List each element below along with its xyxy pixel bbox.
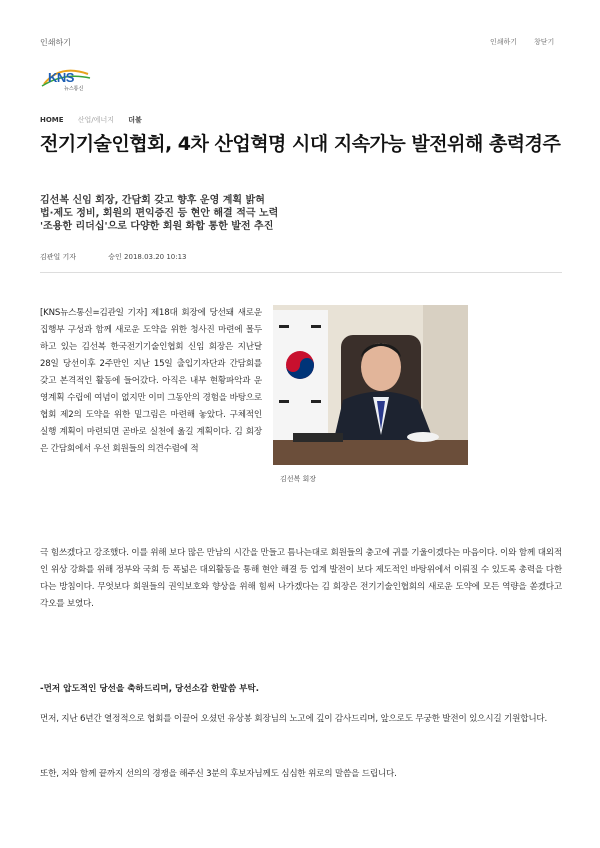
close-window-button[interactable]: 창닫기 [534,38,555,46]
kns-logo[interactable] [40,66,92,92]
logo-subtitle: 뉴스통신 [64,86,84,92]
breadcrumb-section[interactable]: 산업/에너지 [77,116,114,124]
published-date: 승인 2018.03.20 10:13 [108,253,187,261]
photo-caption: 김선복 회장 [280,475,317,483]
breadcrumb-home[interactable]: HOME [40,116,64,124]
interview-answer: 또한, 저와 함께 끝까지 선의의 경쟁을 해주신 3분의 후보자님께도 심심한 위로의 말씀을 드립니다. [40,769,397,779]
print-button[interactable]: 인쇄하기 [490,38,518,46]
print-link-left[interactable]: 인쇄하기 [40,38,71,47]
interview-question: -먼저 압도적인 당선을 축하드리며, 당선소감 한말씀 부탁. [40,684,259,694]
article-meta [40,252,187,262]
subhead-line: 김선복 신임 회장, 간담회 갖고 향후 운영 계획 밝혀 [40,195,265,206]
divider [40,272,562,273]
logo-text: KNS [48,70,74,85]
breadcrumb-current[interactable]: 더불 [128,116,142,124]
portrait-illustration [273,305,468,465]
article-body-full: 극 힘쓰겠다고 강조했다. 이를 위해 보다 많은 만남의 시간을 만들고 틈나는대로 회원들의 충고에 귀를 기울이겠다는 마음이다. 이와 함께 대외적인 위상 강화를 위해 정부와 국회 등 폭넓은 대외활동을 통해 현안 해결 등 업계 발전이 보다 제도적인 바탕위에서 이뤄질 수 있도록 총력을 다한다는 방침이다. 무엇보다 회원들의 권익보호와 향상을 위해 힘써 나가겠다는 김 회장은 전기기술인협회의 새로운 도약에 모든 역량을 쏟겠다고 각오를 보였다. [40,548,562,609]
interview-answer: 먼저, 지난 6년간 열정적으로 협회를 이끌어 오셨던 유상봉 회장님의 노고에 깊이 감사드리며, 앞으로도 무궁한 발전이 있으시길 기원합니다. [40,714,548,724]
subhead-line: '조용한 리더십'으로 다양한 회원 화합 통한 발전 추진 [40,221,274,232]
subhead-line: 법·제도 정비, 회원의 편익증진 등 현안 해결 적극 노력 [40,208,279,219]
article-photo [273,305,468,465]
top-bar [0,0,600,60]
article-headline: 전기기술인협회, 4차 산업혁명 시대 지속가능 발전위해 총력경주 [40,133,561,155]
author-name: 김관일 기자 [40,253,77,261]
article-subheads [40,194,278,233]
article-body-column: [KNS뉴스통신=김관일 기자] 제18대 회장에 당선돼 새로운 집행부 구성과 함께 새로운 도약을 위한 청사진 마련에 몰두하고 있는 김선복 한국전기기술인협회 신임 회장은 지난달 28일 당선이후 2주만인 지난 15일 출입기자단과 간담회를 갖고 본격적인 활동에 들어갔다. 아직은 내부 현황파악과 운영계획 수립에 여념이 없지만 이미 그동안의 경험을 바탕으로 협회 제2의 도약을 위한 밑그림은 마련해 놓았다. 구체적인 실행 계획이 마련되면 곧바로 실천에 옮길 계획이다. 김 회장은 간담회에서 우선 회원들의 의견수렴에 적 [40,308,262,454]
breadcrumb [40,115,154,125]
